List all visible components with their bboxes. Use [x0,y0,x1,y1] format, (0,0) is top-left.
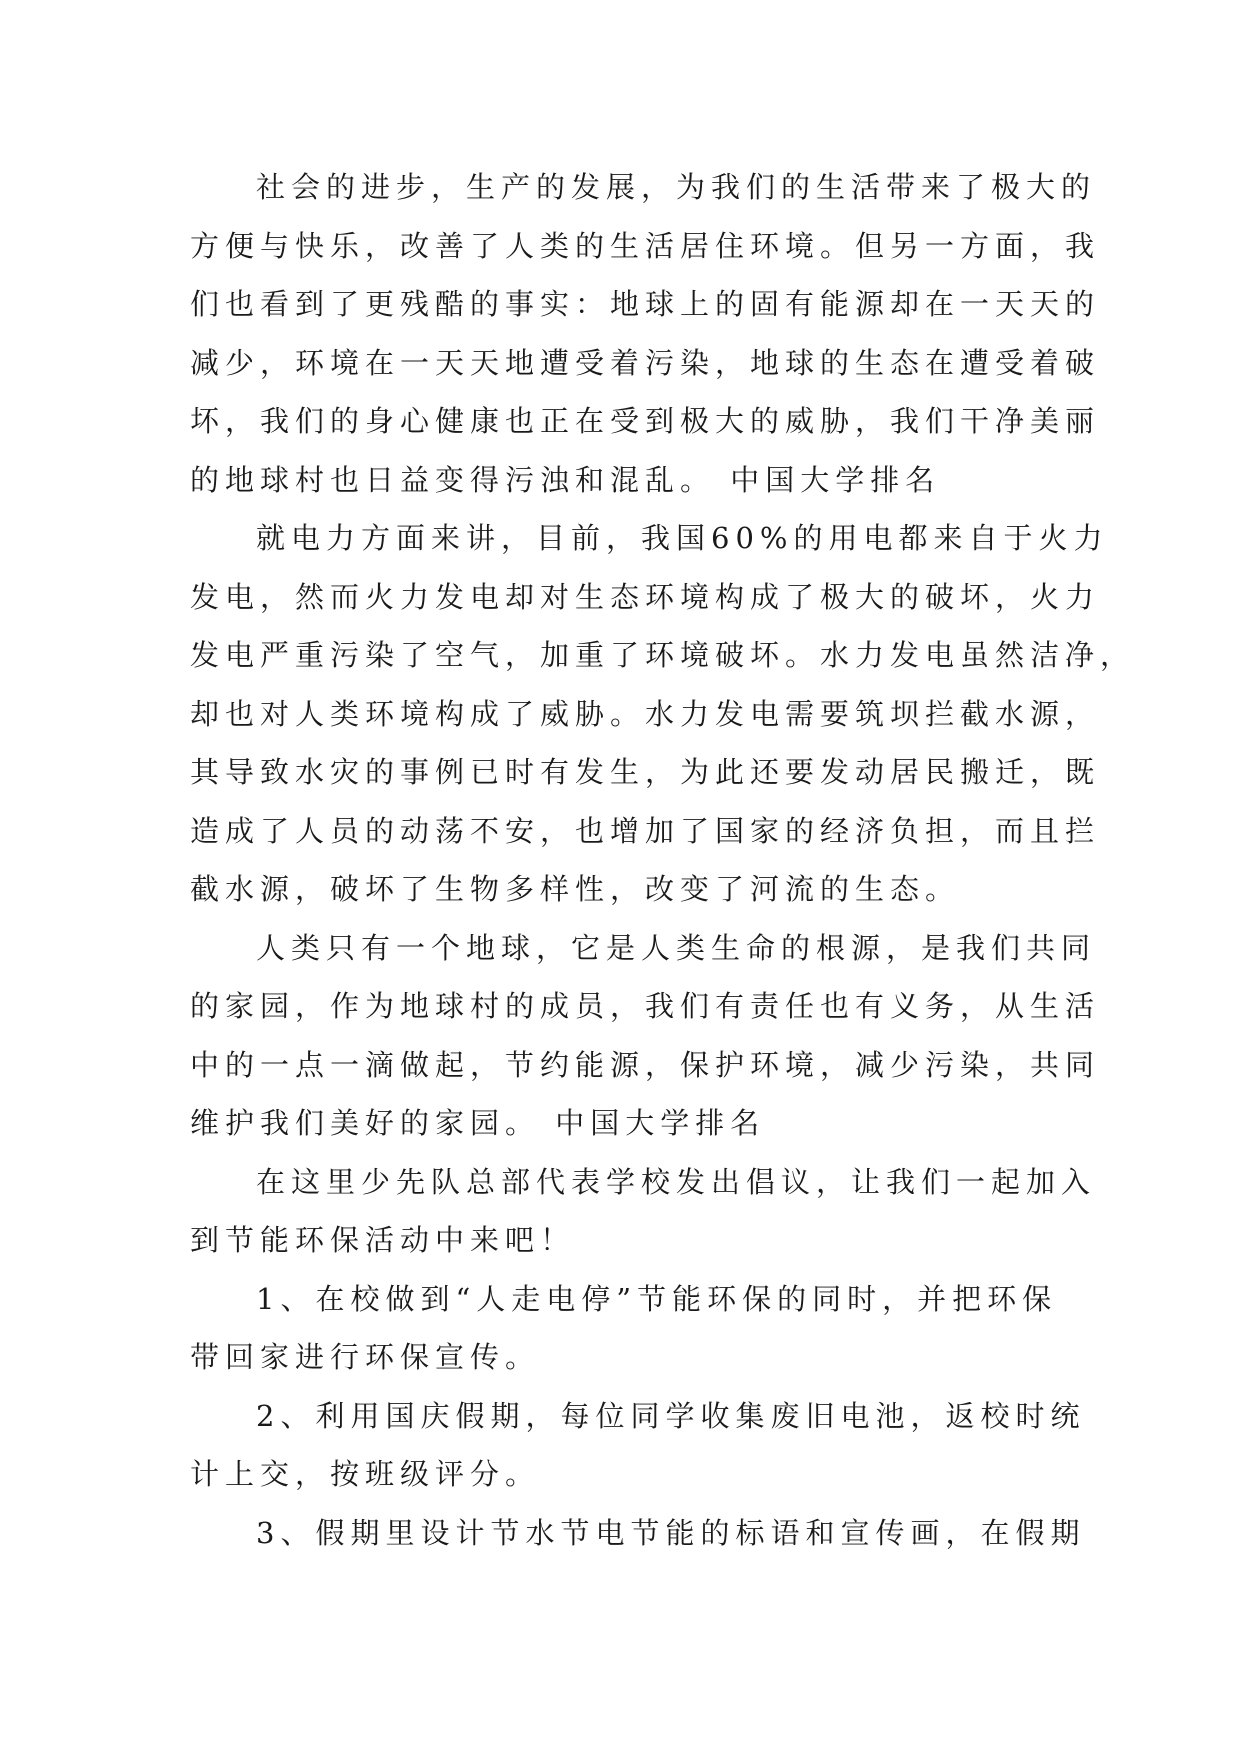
text-line-7: 就电力方面来讲，目前，我国60%的用电都来自于火力 [256,521,1109,555]
text-line-11: 其导致水灾的事例已时有发生，为此还要发动居民搬迁，既 [190,755,1101,789]
document-body [190,158,1136,1562]
text-line-12: 造成了人员的动荡不安，也增加了国家的经济负担，而且拦 [190,813,1101,848]
text-line-9: 发电严重污染了空气，加重了环境破坏。水力发电虽然洁净， [190,638,1136,672]
text-line-21: 带回家进行环保宣传。 [190,1340,541,1374]
text-line-17: 维护我们美好的家园。 中国大学排名 [190,1106,766,1140]
text-line-19: 到节能环保活动中来吧！ [190,1223,576,1257]
text-line-18: 在这里少先队总部代表学校发出倡议，让我们一起加入 [256,1164,1097,1199]
text-line-10: 却也对人类环境构成了威胁。水力发电需要筑坝拦截水源， [190,696,1101,731]
text-line-3: 们也看到了更残酷的事实：地球上的固有能源却在一天天的 [190,287,1101,321]
text-line-15: 的家园，作为地球村的成员，我们有责任也有义务，从生活 [190,989,1101,1023]
text-line-14: 人类只有一个地球，它是人类生命的根源，是我们共同 [256,930,1097,965]
text-line-22: 2、利用国庆假期，每位同学收集废旧电池，返校时统 [256,1398,1086,1433]
text-line-4: 减少，环境在一天天地遭受着污染，地球的生态在遭受着破 [190,345,1101,380]
text-line-5: 坏，我们的身心健康也正在受到极大的威胁，我们干净美丽 [190,404,1101,438]
text-line-8: 发电，然而火力发电却对生态环境构成了极大的破坏，火力 [190,579,1101,614]
text-line-1: 社会的进步，生产的发展，为我们的生活带来了极大的 [256,170,1097,204]
text-line-2: 方便与快乐，改善了人类的生活居住环境。但另一方面，我 [190,228,1101,263]
text-line-24: 3、假期里设计节水节电节能的标语和宣传画，在假期 [256,1515,1086,1550]
text-line-23: 计上交，按班级评分。 [190,1457,541,1491]
text-line-6: 的地球村也日益变得污浊和混乱。 中国大学排名 [190,462,941,497]
text-line-16: 中的一点一滴做起，节约能源，保护环境，减少污染，共同 [190,1047,1101,1082]
text-line-20: 1、在校做到“人走电停”节能环保的同时，并把环保 [256,1281,1058,1316]
text-line-13: 截水源，破坏了生物多样性，改变了河流的生态。 [190,872,961,906]
